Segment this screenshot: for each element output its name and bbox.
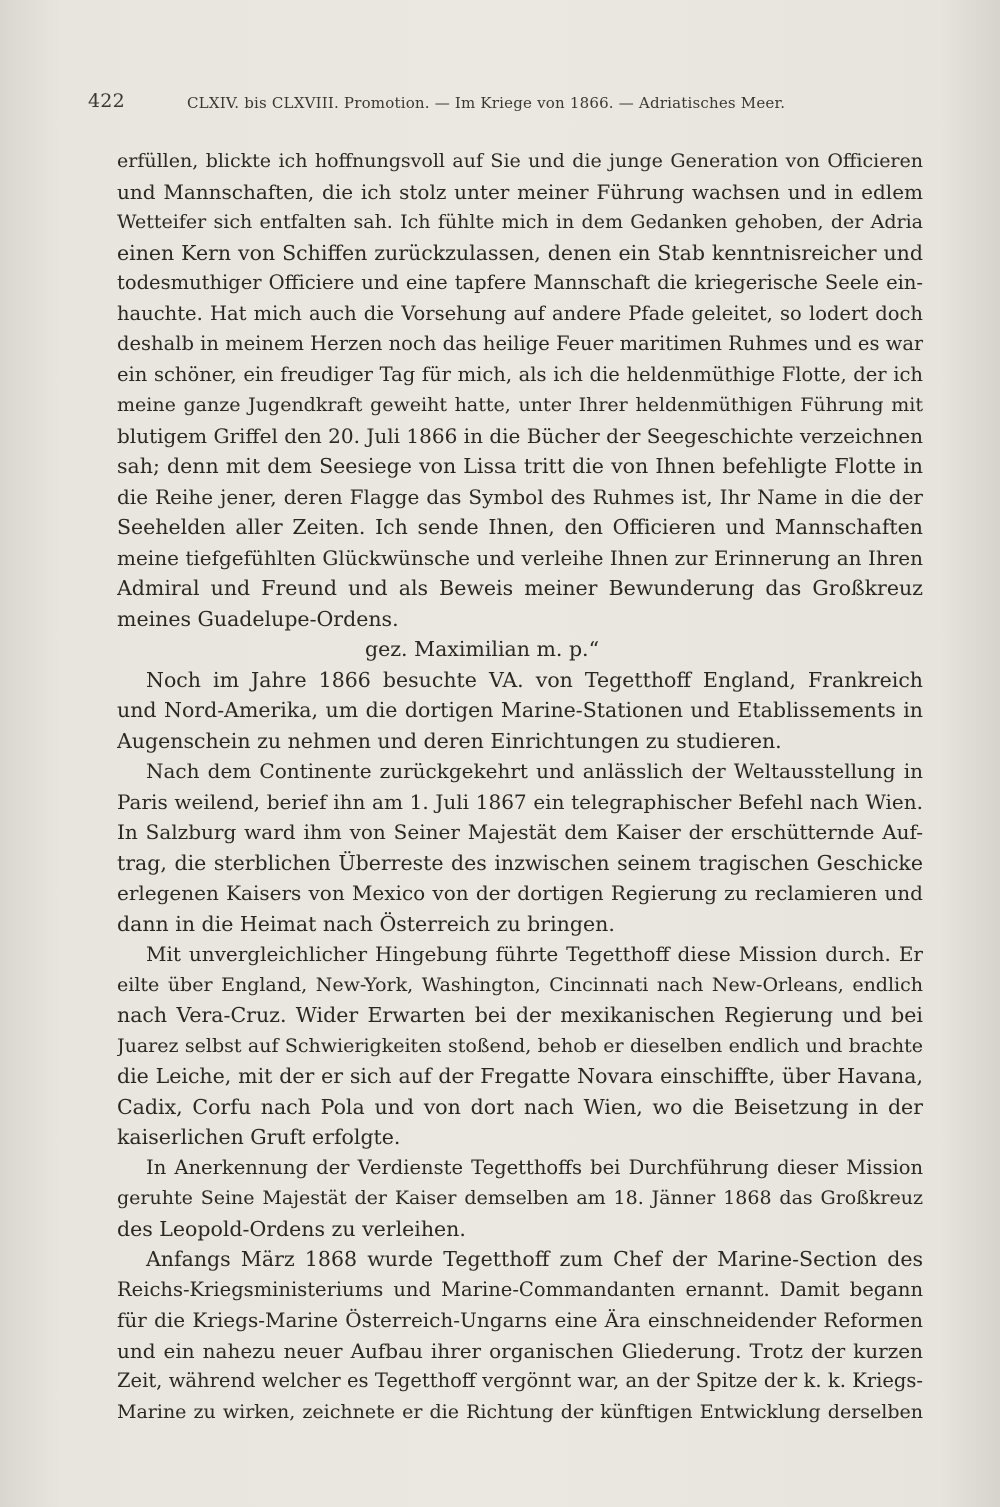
text-line: In Salzburg ward ihm von Seiner Majestät dem Kaiser der erschütternde Auf- (117, 820, 923, 844)
text-line: meines Guadelupe-Ordens. (117, 606, 399, 631)
text-line: eilte über England, New-York, Washington, Cincinnati nach New-Orleans, endlich (117, 973, 923, 996)
text-line: erfüllen, blickte ich hoffnungsvoll auf Sie und die junge Generation von Officieren (117, 150, 923, 172)
text-line: Augenschein zu nehmen und deren Einrichtungen zu studieren. (117, 728, 782, 753)
text-line: und Nord-Amerika, um die dortigen Marine-Stationen und Etablissements in (117, 698, 923, 722)
text-line: blutigem Griffel den 20. Juli 1866 in die Bücher der Seegeschichte verzeichnen (117, 423, 923, 448)
text-line: Cadix, Corfu nach Pola und von dort nach Wien, wo die Beisetzung in der (117, 1094, 923, 1119)
text-line: einen Kern von Schiffen zurückzulassen, denen ein Stab kenntnisreicher und (117, 240, 923, 265)
text-line: die Reihe jener, deren Flagge das Symbol des Ruhmes ist, Ihr Name in die der (117, 484, 923, 509)
text-line: meine tiefgefühlten Glückwünsche und verleihe Ihnen zur Erinnerung an Ihren (117, 545, 923, 570)
text-line: sah; denn mit dem Seesiege von Lissa tritt die von Ihnen befehligte Flotte in (117, 454, 923, 478)
text-line: nach Vera-Cruz. Wider Erwarten bei der mexikanischen Regierung und bei (117, 1003, 923, 1027)
text-line: Wetteifer sich entfalten sah. Ich fühlte mich in dem Gedanken gehoben, der Adria (117, 211, 923, 233)
page-number: 422 (88, 90, 125, 112)
text-line: und Mannschaften, die ich stolz unter meiner Führung wachsen und in edlem (117, 179, 923, 204)
text-line: In Anerkennung der Verdienste Tegetthoffs bei Durchführung dieser Mission (146, 1155, 923, 1179)
text-line: die Leiche, mit der er sich auf der Fregatte Novara einschiffte, über Havana, (117, 1064, 923, 1088)
running-head: CLXIV. bis CLXVIII. Promotion. — Im Kriege von 1866. — Adriatisches Meer. (187, 94, 786, 112)
text-line: Juarez selbst auf Schwierigkeiten stoßend, behob er dieselben endlich und brachte (117, 1034, 923, 1057)
text-line: Reichs-Kriegsministeriums und Marine-Commandanten ernannt. Damit begann (117, 1277, 923, 1301)
text-line: Noch im Jahre 1866 besuchte VA. von Tegetthoff England, Frankreich (146, 667, 923, 692)
text-line: dann in die Heimat nach Österreich zu bringen. (117, 911, 615, 936)
text-line: trag, die sterblichen Überreste des inzwischen seinem tragischen Geschicke (117, 850, 923, 875)
body-text (117, 146, 923, 1427)
text-line: erlegenen Kaisers von Mexico von der dortigen Regierung zu reclamieren und (117, 881, 923, 905)
page-header (88, 90, 918, 116)
text-line: Mit unvergleichlicher Hingebung führte Tegetthoff diese Mission durch. Er (146, 942, 923, 966)
text-line: Marine zu wirken, zeichnete er die Richtung der künftigen Entwicklung derselben (117, 1400, 923, 1423)
text-line: deshalb in meinem Herzen noch das heilige Feuer maritimen Ruhmes und es war (117, 332, 923, 355)
text-line: Seehelden aller Zeiten. Ich sende Ihnen, den Officieren und Mannschaften (117, 515, 923, 539)
text-line: todesmuthiger Officiere und eine tapfere Mannschaft die kriegerische Seele ein- (117, 271, 923, 294)
text-line: hauchte. Hat mich auch die Vorsehung auf andere Pfade geleitet, so lodert doch (117, 301, 923, 325)
text-line: Anfangs März 1868 wurde Tegetthoff zum Chef der Marine-Section des (146, 1247, 923, 1271)
text-line: geruhte Seine Majestät der Kaiser demselben am 18. Jänner 1868 das Großkreuz (117, 1187, 923, 1209)
signature-line: gez. Maximilian m. p.“ (365, 637, 600, 661)
text-line: des Leopold-Ordens zu verleihen. (117, 1216, 466, 1241)
text-line: ein schöner, ein freudiger Tag für mich, als ich die heldenmüthige Flotte, der ich (117, 362, 923, 386)
text-line: Paris weilend, berief ihn am 1. Juli 1867 ein telegraphischer Befehl nach Wien. (117, 789, 923, 814)
text-line: kaiserlichen Gruft erfolgte. (117, 1125, 401, 1149)
text-line: und ein nahezu neuer Aufbau ihrer organischen Gliederung. Trotz der kurzen (117, 1338, 923, 1363)
text-line: Zeit, während welcher es Tegetthoff vergönnt war, an der Spitze der k. k. Kriegs- (117, 1369, 923, 1392)
text-line: für die Kriegs-Marine Österreich-Ungarns eine Ära einschneidender Reformen (117, 1308, 923, 1332)
text-line: meine ganze Jugendkraft geweiht hatte, unter Ihrer heldenmüthigen Führung mit (117, 394, 923, 416)
text-line: Nach dem Continente zurückgekehrt und anlässlich der Weltausstellung in (146, 759, 923, 783)
text-line: Admiral und Freund und als Beweis meiner Bewunderung das Großkreuz (117, 576, 923, 600)
